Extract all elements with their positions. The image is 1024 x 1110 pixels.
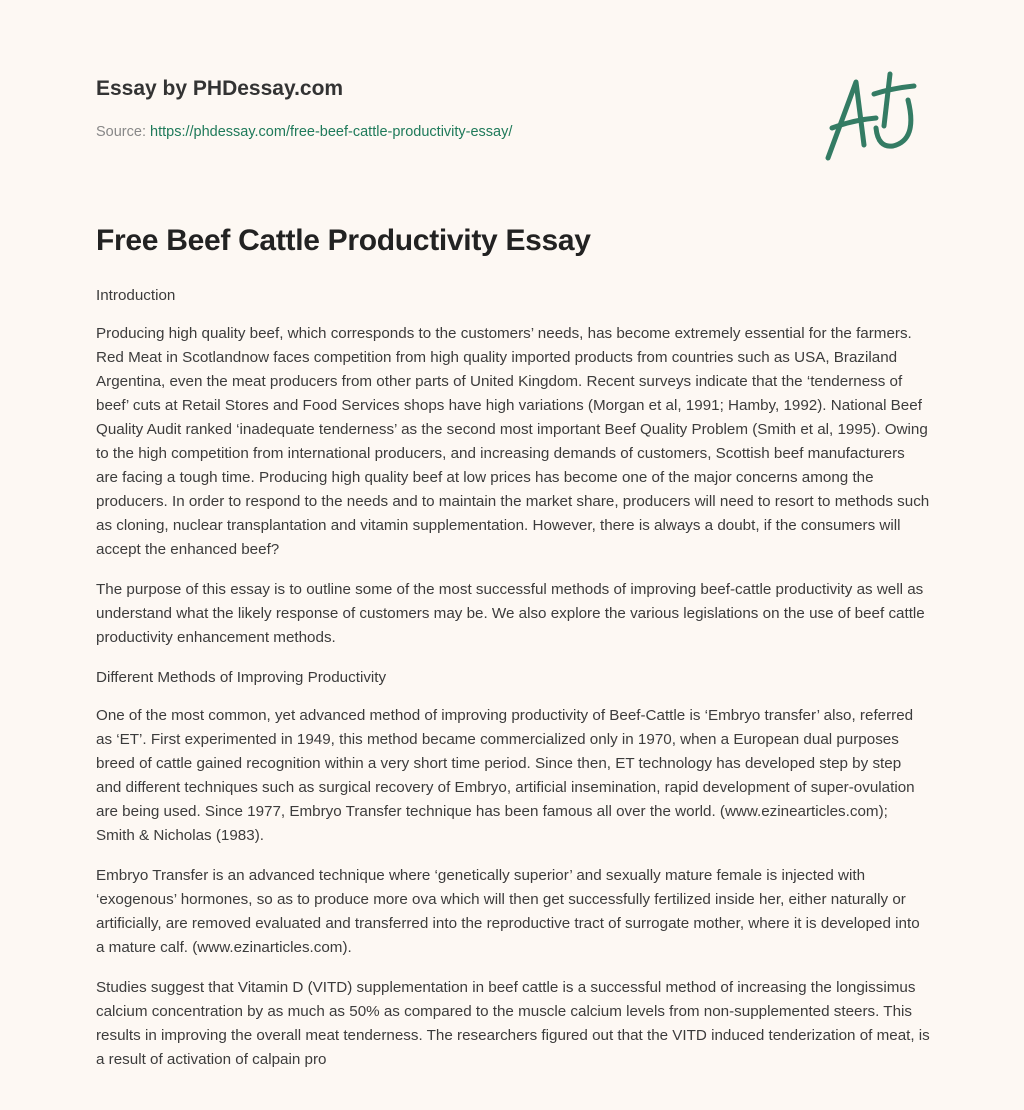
paragraph: The purpose of this essay is to outline some of the most successful methods of improving beef-cattle productivity as well as understand what the likely response of customers may be. We also explore the various legislations on the use of beef cattle productivity enhancement methods. [96, 581, 925, 646]
paragraph: One of the most common, yet advanced method of improving productivity of Beef-Cattle is ‘Embryo transfer’ also, referred as ‘ET’. First experimented in 1949, this method became commercialized only in 1970, when a European dual purposes breed of cattle gained recognition within a very short time period. Since then, ET technology has developed step by step and different techniques such as surgical recovery of Embryo, artificial insemination, rapid development of super-ovulation are being used. Since 1977, Embryo Transfer technique has been famous all over the world. (www.ezinearticles.com); Smith & Nicholas (1983). [96, 707, 915, 844]
a-plus-logo-icon [818, 70, 928, 165]
site-brand: Essay by PHDessay.com [96, 77, 344, 100]
section-heading-introduction: Introduction [96, 287, 176, 304]
essay-body [96, 284, 930, 1088]
source-label: Source: [96, 124, 146, 140]
source-link[interactable]: https://phdessay.com/free-beef-cattle-productivity-essay/ [150, 124, 513, 140]
section-heading-methods: Different Methods of Improving Productivity [96, 669, 387, 686]
paragraph: Embryo Transfer is an advanced technique where ‘genetically superior’ and sexually mature female is injected with ‘exogenous’ hormones, so as to produce more ova which will then get successfully fertilized inside her, either naturally or artificially, are removed evaluated and transferred into the reproductive tract of surrogate mother, where it is developed into a mature calf. (www.ezinarticles.com). [96, 867, 920, 956]
paragraph: Producing high quality beef, which corresponds to the customers’ needs, has become extremely essential for the farmers. Red Meat in Scotlandnow faces competition from high quality imported products from countries such as USA, Braziland Argentina, even the meat producers from other parts of United Kingdom. Recent surveys indicate that the ‘tenderness of beef’ cuts at Retail Stores and Food Services shops have high variations (Morgan et al, 1991; Hamby, 1992). National Beef Quality Audit ranked ‘inadequate tenderness’ as the second most important Beef Quality Problem (Smith et al, 1995). Owing to the high competition from international producers, and increasing demands of customers, Scottish beef manufacturers are facing a tough time. Producing high quality beef at low prices has become one of the major concerns among the producers. In order to respond to the needs and to maintain the market share, producers will need to resort to methods such as cloning, nuclear transplantation and vitamin supplementation. However, there is always a doubt, if the consumers will accept the enhanced beef? [96, 325, 930, 558]
paragraph: Studies suggest that Vitamin D (VITD) supplementation in beef cattle is a successful method of increasing the longissimus calcium concentration by as much as 50% as compared to the muscle calcium levels from non-supplemented steers. This results in improving the overall meat tenderness. The researchers figured out that the VITD induced tenderization of meat, is a result of activation of calpain pro [96, 979, 930, 1068]
source-line [96, 124, 512, 140]
essay-title: Free Beef Cattle Productivity Essay [96, 224, 591, 257]
